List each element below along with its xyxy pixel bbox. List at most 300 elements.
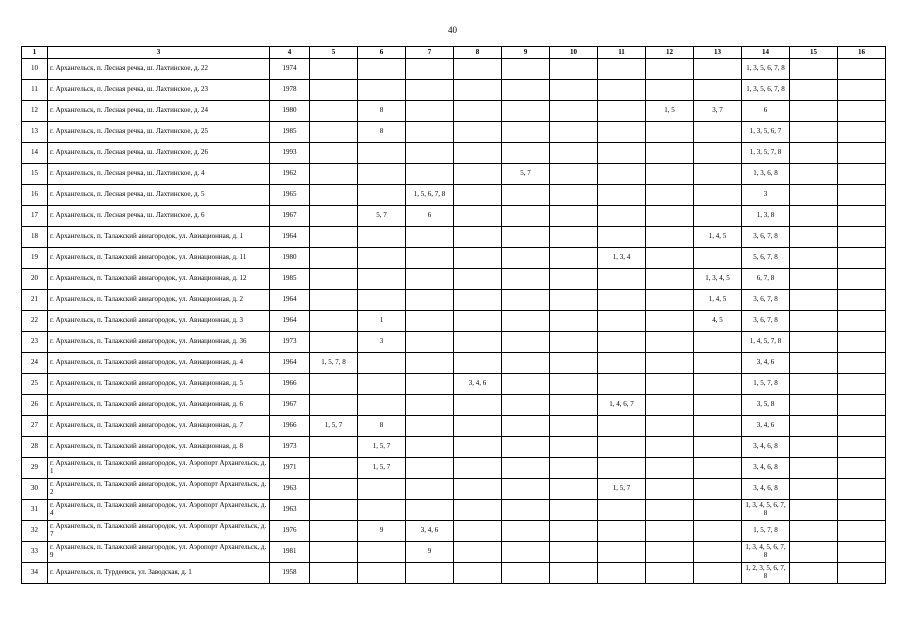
table-cell — [406, 479, 454, 500]
table-cell: 34 — [22, 563, 48, 584]
table-cell — [838, 269, 886, 290]
table-row — [22, 479, 886, 500]
table-cell — [790, 206, 838, 227]
table-cell: 20 — [22, 269, 48, 290]
table-cell — [310, 269, 358, 290]
table-cell: 3, 4, 6 — [742, 353, 790, 374]
table-cell — [790, 395, 838, 416]
address-cell: г. Архангельск, п. Лесная речка, ш. Лахтинское, д. 24 — [48, 101, 270, 122]
table-cell — [502, 416, 550, 437]
table-cell: 1, 5, 7, 8 — [742, 374, 790, 395]
table-cell — [790, 227, 838, 248]
table-cell — [646, 143, 694, 164]
table-cell — [838, 248, 886, 269]
table-cell — [598, 143, 646, 164]
table-cell — [454, 437, 502, 458]
table-cell — [790, 248, 838, 269]
column-header: 12 — [646, 47, 694, 59]
table-row — [22, 206, 886, 227]
table-cell: 13 — [22, 122, 48, 143]
table-cell — [502, 563, 550, 584]
table-cell — [358, 374, 406, 395]
address-cell: г. Архангельск, п. Лесная речка, ш. Лахтинское, д. 23 — [48, 80, 270, 101]
table-cell — [646, 122, 694, 143]
table-cell: 10 — [22, 59, 48, 80]
table-cell — [790, 521, 838, 542]
table-cell — [454, 353, 502, 374]
table-cell — [454, 227, 502, 248]
table-cell — [838, 521, 886, 542]
table-cell — [406, 500, 454, 521]
table-cell — [502, 101, 550, 122]
table-cell: 3, 4, 6 — [454, 374, 502, 395]
table-cell — [694, 437, 742, 458]
table-cell — [838, 395, 886, 416]
table-cell: 1967 — [270, 395, 310, 416]
table-cell: 1966 — [270, 416, 310, 437]
table-cell: 3, 4, 6, 8 — [742, 479, 790, 500]
table-cell — [406, 458, 454, 479]
address-cell: г. Архангельск, п. Талажский авиагородок, ул. Авиационная, д. 36 — [48, 332, 270, 353]
table-cell — [550, 311, 598, 332]
address-cell: г. Архангельск, п. Лесная речка, ш. Лахтинское, д. 6 — [48, 206, 270, 227]
table-row — [22, 143, 886, 164]
table-cell — [790, 185, 838, 206]
table-cell — [358, 353, 406, 374]
table-cell — [454, 521, 502, 542]
table-cell: 1973 — [270, 437, 310, 458]
table-cell: 1, 5 — [646, 101, 694, 122]
address-cell: г. Архангельск, п. Талажский авиагородок, ул. Авиационная, д. 3 — [48, 311, 270, 332]
address-cell: г. Архангельск, п. Лесная речка, ш. Лахтинское, д. 22 — [48, 59, 270, 80]
address-cell: г. Архангельск, п. Талажский авиагородок, ул. Аэропорт Архангельск, д. 4 — [48, 500, 270, 521]
table-row — [22, 101, 886, 122]
table-cell — [502, 500, 550, 521]
table-cell — [550, 500, 598, 521]
table-cell — [358, 479, 406, 500]
table-cell — [358, 395, 406, 416]
page-number: 40 — [448, 25, 457, 35]
table-cell — [502, 458, 550, 479]
table-cell — [502, 290, 550, 311]
table-cell — [310, 164, 358, 185]
table-cell: 1, 3, 4, 5, 6, 7, 8 — [742, 500, 790, 521]
table-cell: 5, 6, 7, 8 — [742, 248, 790, 269]
table-cell — [598, 521, 646, 542]
table-cell: 1993 — [270, 143, 310, 164]
column-header: 5 — [310, 47, 358, 59]
table-cell — [694, 248, 742, 269]
table-cell — [838, 353, 886, 374]
table-cell — [310, 479, 358, 500]
table-cell: 5, 7 — [502, 164, 550, 185]
table-cell — [358, 227, 406, 248]
table-cell — [310, 101, 358, 122]
table-cell: 15 — [22, 164, 48, 185]
table-cell — [550, 395, 598, 416]
table-cell: 1967 — [270, 206, 310, 227]
table-cell — [598, 437, 646, 458]
table-cell — [838, 122, 886, 143]
table-cell — [454, 563, 502, 584]
address-cell: г. Архангельск, п. Лесная речка, ш. Лахтинское, д. 26 — [48, 143, 270, 164]
table-cell — [550, 332, 598, 353]
table-cell — [550, 542, 598, 563]
table-cell — [838, 101, 886, 122]
table-cell: 12 — [22, 101, 48, 122]
table-cell — [502, 437, 550, 458]
table-cell — [502, 185, 550, 206]
table-cell — [550, 353, 598, 374]
table-cell: 3 — [742, 185, 790, 206]
address-cell: г. Архангельск, п. Талажский авиагородок, ул. Аэропорт Архангельск, д. 2 — [48, 479, 270, 500]
table-cell — [358, 185, 406, 206]
table-cell — [694, 206, 742, 227]
header-row — [22, 47, 886, 59]
table-row — [22, 185, 886, 206]
table-cell — [790, 542, 838, 563]
table-cell: 19 — [22, 248, 48, 269]
table-cell — [454, 332, 502, 353]
table-cell — [838, 80, 886, 101]
table-cell: 1966 — [270, 374, 310, 395]
table-cell — [454, 164, 502, 185]
table-cell — [502, 311, 550, 332]
table-cell — [502, 248, 550, 269]
column-header: 3 — [48, 47, 270, 59]
table-cell: 1964 — [270, 353, 310, 374]
table-cell: 1971 — [270, 458, 310, 479]
table-cell: 1964 — [270, 227, 310, 248]
table-cell — [646, 395, 694, 416]
table-cell — [694, 479, 742, 500]
column-header: 15 — [790, 47, 838, 59]
table-cell — [838, 374, 886, 395]
table-row — [22, 311, 886, 332]
table-cell: 3, 4, 6, 8 — [742, 437, 790, 458]
table-row — [22, 437, 886, 458]
table-cell — [550, 437, 598, 458]
table-cell: 3, 6, 7, 8 — [742, 311, 790, 332]
column-header: 4 — [270, 47, 310, 59]
table-cell: 3, 7 — [694, 101, 742, 122]
table-cell — [550, 101, 598, 122]
table-cell — [694, 353, 742, 374]
address-cell: г. Архангельск, п. Лесная речка, ш. Лахтинское, д. 5 — [48, 185, 270, 206]
table-cell — [838, 206, 886, 227]
address-cell: г. Архангельск, п. Талажский авиагородок, ул. Авиационная, д. 11 — [48, 248, 270, 269]
table-cell: 8 — [358, 101, 406, 122]
table-cell: 1964 — [270, 290, 310, 311]
table-cell — [310, 374, 358, 395]
table-cell — [358, 290, 406, 311]
table-cell — [646, 542, 694, 563]
table-cell — [694, 122, 742, 143]
table-cell — [646, 185, 694, 206]
table-cell — [646, 437, 694, 458]
table-cell: 1, 4, 5 — [694, 227, 742, 248]
table-cell — [406, 80, 454, 101]
table-cell — [454, 122, 502, 143]
table-row — [22, 374, 886, 395]
table-cell — [310, 563, 358, 584]
table-cell — [790, 374, 838, 395]
table-cell — [550, 521, 598, 542]
table-cell — [550, 164, 598, 185]
table-cell: 5, 7 — [358, 206, 406, 227]
table-cell — [838, 311, 886, 332]
table-cell — [454, 458, 502, 479]
table-cell — [598, 500, 646, 521]
table-cell — [406, 311, 454, 332]
table-cell: 3 — [358, 332, 406, 353]
table-cell — [310, 122, 358, 143]
table-cell — [646, 164, 694, 185]
table-cell — [598, 290, 646, 311]
table-cell — [406, 122, 454, 143]
table-cell — [598, 332, 646, 353]
table-cell — [358, 143, 406, 164]
table-cell — [454, 80, 502, 101]
table-cell — [838, 185, 886, 206]
column-header: 1 — [22, 47, 48, 59]
table-cell — [358, 563, 406, 584]
table-cell — [790, 563, 838, 584]
table-cell — [790, 143, 838, 164]
table-cell — [310, 206, 358, 227]
table-cell — [358, 59, 406, 80]
table-cell — [310, 500, 358, 521]
table-cell — [502, 374, 550, 395]
table-cell: 11 — [22, 80, 48, 101]
table-cell — [406, 563, 454, 584]
table-cell: 1, 3, 5, 6, 7, 8 — [742, 80, 790, 101]
table-cell — [310, 458, 358, 479]
table-row — [22, 416, 886, 437]
table-cell — [646, 458, 694, 479]
table-cell — [694, 521, 742, 542]
table-cell: 30 — [22, 479, 48, 500]
table-cell: 18 — [22, 227, 48, 248]
table-cell — [454, 143, 502, 164]
table-row — [22, 227, 886, 248]
table-cell — [646, 563, 694, 584]
table-cell — [454, 416, 502, 437]
column-header: 16 — [838, 47, 886, 59]
table-cell — [406, 374, 454, 395]
table-cell — [550, 227, 598, 248]
table-cell — [454, 290, 502, 311]
table-cell — [406, 143, 454, 164]
table-cell: 32 — [22, 521, 48, 542]
table-cell — [838, 143, 886, 164]
table-cell — [406, 332, 454, 353]
table-cell — [502, 143, 550, 164]
table-cell — [502, 542, 550, 563]
table-cell — [598, 101, 646, 122]
table-cell — [454, 206, 502, 227]
table-cell: 17 — [22, 206, 48, 227]
table-cell — [790, 458, 838, 479]
table-cell: 9 — [358, 521, 406, 542]
table-row — [22, 521, 886, 542]
table-cell — [646, 311, 694, 332]
table-cell: 1, 3, 4 — [598, 248, 646, 269]
table-cell — [550, 416, 598, 437]
table-cell: 3, 4, 6 — [406, 521, 454, 542]
table-cell: 21 — [22, 290, 48, 311]
table-cell — [310, 185, 358, 206]
table-row — [22, 458, 886, 479]
table-cell — [646, 416, 694, 437]
table-cell — [790, 437, 838, 458]
table-cell: 23 — [22, 332, 48, 353]
table-cell: 1, 3, 5, 7, 8 — [742, 143, 790, 164]
table-cell — [838, 332, 886, 353]
table-cell — [694, 374, 742, 395]
table-cell — [790, 269, 838, 290]
table-cell — [406, 269, 454, 290]
table-cell — [790, 353, 838, 374]
table-cell — [694, 332, 742, 353]
table-cell — [646, 269, 694, 290]
table-cell — [790, 290, 838, 311]
table-cell: 3, 6, 7, 8 — [742, 227, 790, 248]
table-row — [22, 542, 886, 563]
table-cell — [310, 437, 358, 458]
address-cell: г. Архангельск, п. Талажский авиагородок, ул. Авиационная, д. 12 — [48, 269, 270, 290]
table-row — [22, 164, 886, 185]
table-cell — [598, 206, 646, 227]
table-cell — [358, 164, 406, 185]
table-cell: 1, 5, 7 — [358, 458, 406, 479]
table-cell: 1963 — [270, 479, 310, 500]
table-cell — [694, 59, 742, 80]
address-cell: г. Архангельск, п. Лесная речка, ш. Лахтинское, д. 25 — [48, 122, 270, 143]
table-cell — [790, 332, 838, 353]
table-cell — [550, 290, 598, 311]
table-cell: 1, 4, 5, 7, 8 — [742, 332, 790, 353]
table-cell — [406, 353, 454, 374]
table-cell — [358, 269, 406, 290]
table-cell: 1974 — [270, 59, 310, 80]
table-cell — [454, 311, 502, 332]
table-cell — [502, 80, 550, 101]
table-cell — [406, 248, 454, 269]
table-cell — [550, 269, 598, 290]
address-cell: г. Архангельск, п. Талажский авиагородок, ул. Авиационная, д. 6 — [48, 395, 270, 416]
table-cell — [310, 332, 358, 353]
table-cell: 3, 6, 7, 8 — [742, 290, 790, 311]
table-row — [22, 248, 886, 269]
table-cell — [838, 290, 886, 311]
table-cell: 31 — [22, 500, 48, 521]
table-cell — [838, 479, 886, 500]
table-cell: 1980 — [270, 248, 310, 269]
table-cell — [838, 542, 886, 563]
table-cell — [310, 521, 358, 542]
table-cell: 3, 4, 6, 8 — [742, 458, 790, 479]
table-cell — [454, 248, 502, 269]
table-cell — [502, 479, 550, 500]
table-cell: 25 — [22, 374, 48, 395]
table-cell — [358, 80, 406, 101]
table-cell: 1, 4, 6, 7 — [598, 395, 646, 416]
table-cell: 1965 — [270, 185, 310, 206]
table-cell — [358, 542, 406, 563]
table-cell — [550, 374, 598, 395]
table-cell: 1, 3, 4, 5 — [694, 269, 742, 290]
table-cell: 22 — [22, 311, 48, 332]
table-cell: 1964 — [270, 311, 310, 332]
table-row — [22, 353, 886, 374]
table-row — [22, 59, 886, 80]
table-cell: 1 — [358, 311, 406, 332]
table-cell: 8 — [358, 122, 406, 143]
table-cell: 27 — [22, 416, 48, 437]
table-cell: 1, 3, 6, 8 — [742, 164, 790, 185]
table-cell: 29 — [22, 458, 48, 479]
table-cell: 1, 3, 8 — [742, 206, 790, 227]
address-cell: г. Архангельск, п. Талажский авиагородок, ул. Аэропорт Архангельск, д. 9 — [48, 542, 270, 563]
table-cell — [550, 458, 598, 479]
table-cell: 1, 2, 3, 5, 6, 7, 8 — [742, 563, 790, 584]
address-cell: г. Архангельск, п. Талажский авиагородок, ул. Авиационная, д. 4 — [48, 353, 270, 374]
table-cell — [598, 374, 646, 395]
address-cell: г. Архангельск, п. Талажский авиагородок, ул. Авиационная, д. 2 — [48, 290, 270, 311]
table-cell — [406, 59, 454, 80]
table-cell — [550, 479, 598, 500]
table-body — [22, 59, 886, 584]
table-cell: 1, 5, 7 — [310, 416, 358, 437]
table-cell: 1981 — [270, 542, 310, 563]
table-cell — [646, 206, 694, 227]
table-cell — [310, 80, 358, 101]
table-cell: 1962 — [270, 164, 310, 185]
table-cell — [550, 143, 598, 164]
table-cell — [550, 206, 598, 227]
table-cell: 9 — [406, 542, 454, 563]
table-cell — [454, 59, 502, 80]
table-row — [22, 332, 886, 353]
table-cell — [598, 122, 646, 143]
table-cell — [310, 542, 358, 563]
table-cell: 26 — [22, 395, 48, 416]
table-cell — [694, 395, 742, 416]
table-cell — [550, 563, 598, 584]
table-cell — [598, 80, 646, 101]
table-row — [22, 269, 886, 290]
table-row — [22, 122, 886, 143]
table-cell — [502, 521, 550, 542]
table-cell — [598, 164, 646, 185]
address-cell: г. Архангельск, п. Талажский авиагородок, ул. Авиационная, д. 8 — [48, 437, 270, 458]
table-cell — [310, 59, 358, 80]
table-cell — [790, 479, 838, 500]
table-cell: 8 — [358, 416, 406, 437]
table-cell: 6 — [406, 206, 454, 227]
table-cell — [838, 563, 886, 584]
table-row — [22, 500, 886, 521]
table-cell — [838, 164, 886, 185]
table-cell — [790, 500, 838, 521]
table-cell — [694, 164, 742, 185]
table-cell — [694, 458, 742, 479]
table-cell — [406, 164, 454, 185]
table-cell — [838, 227, 886, 248]
table-cell — [646, 374, 694, 395]
table-cell — [838, 500, 886, 521]
